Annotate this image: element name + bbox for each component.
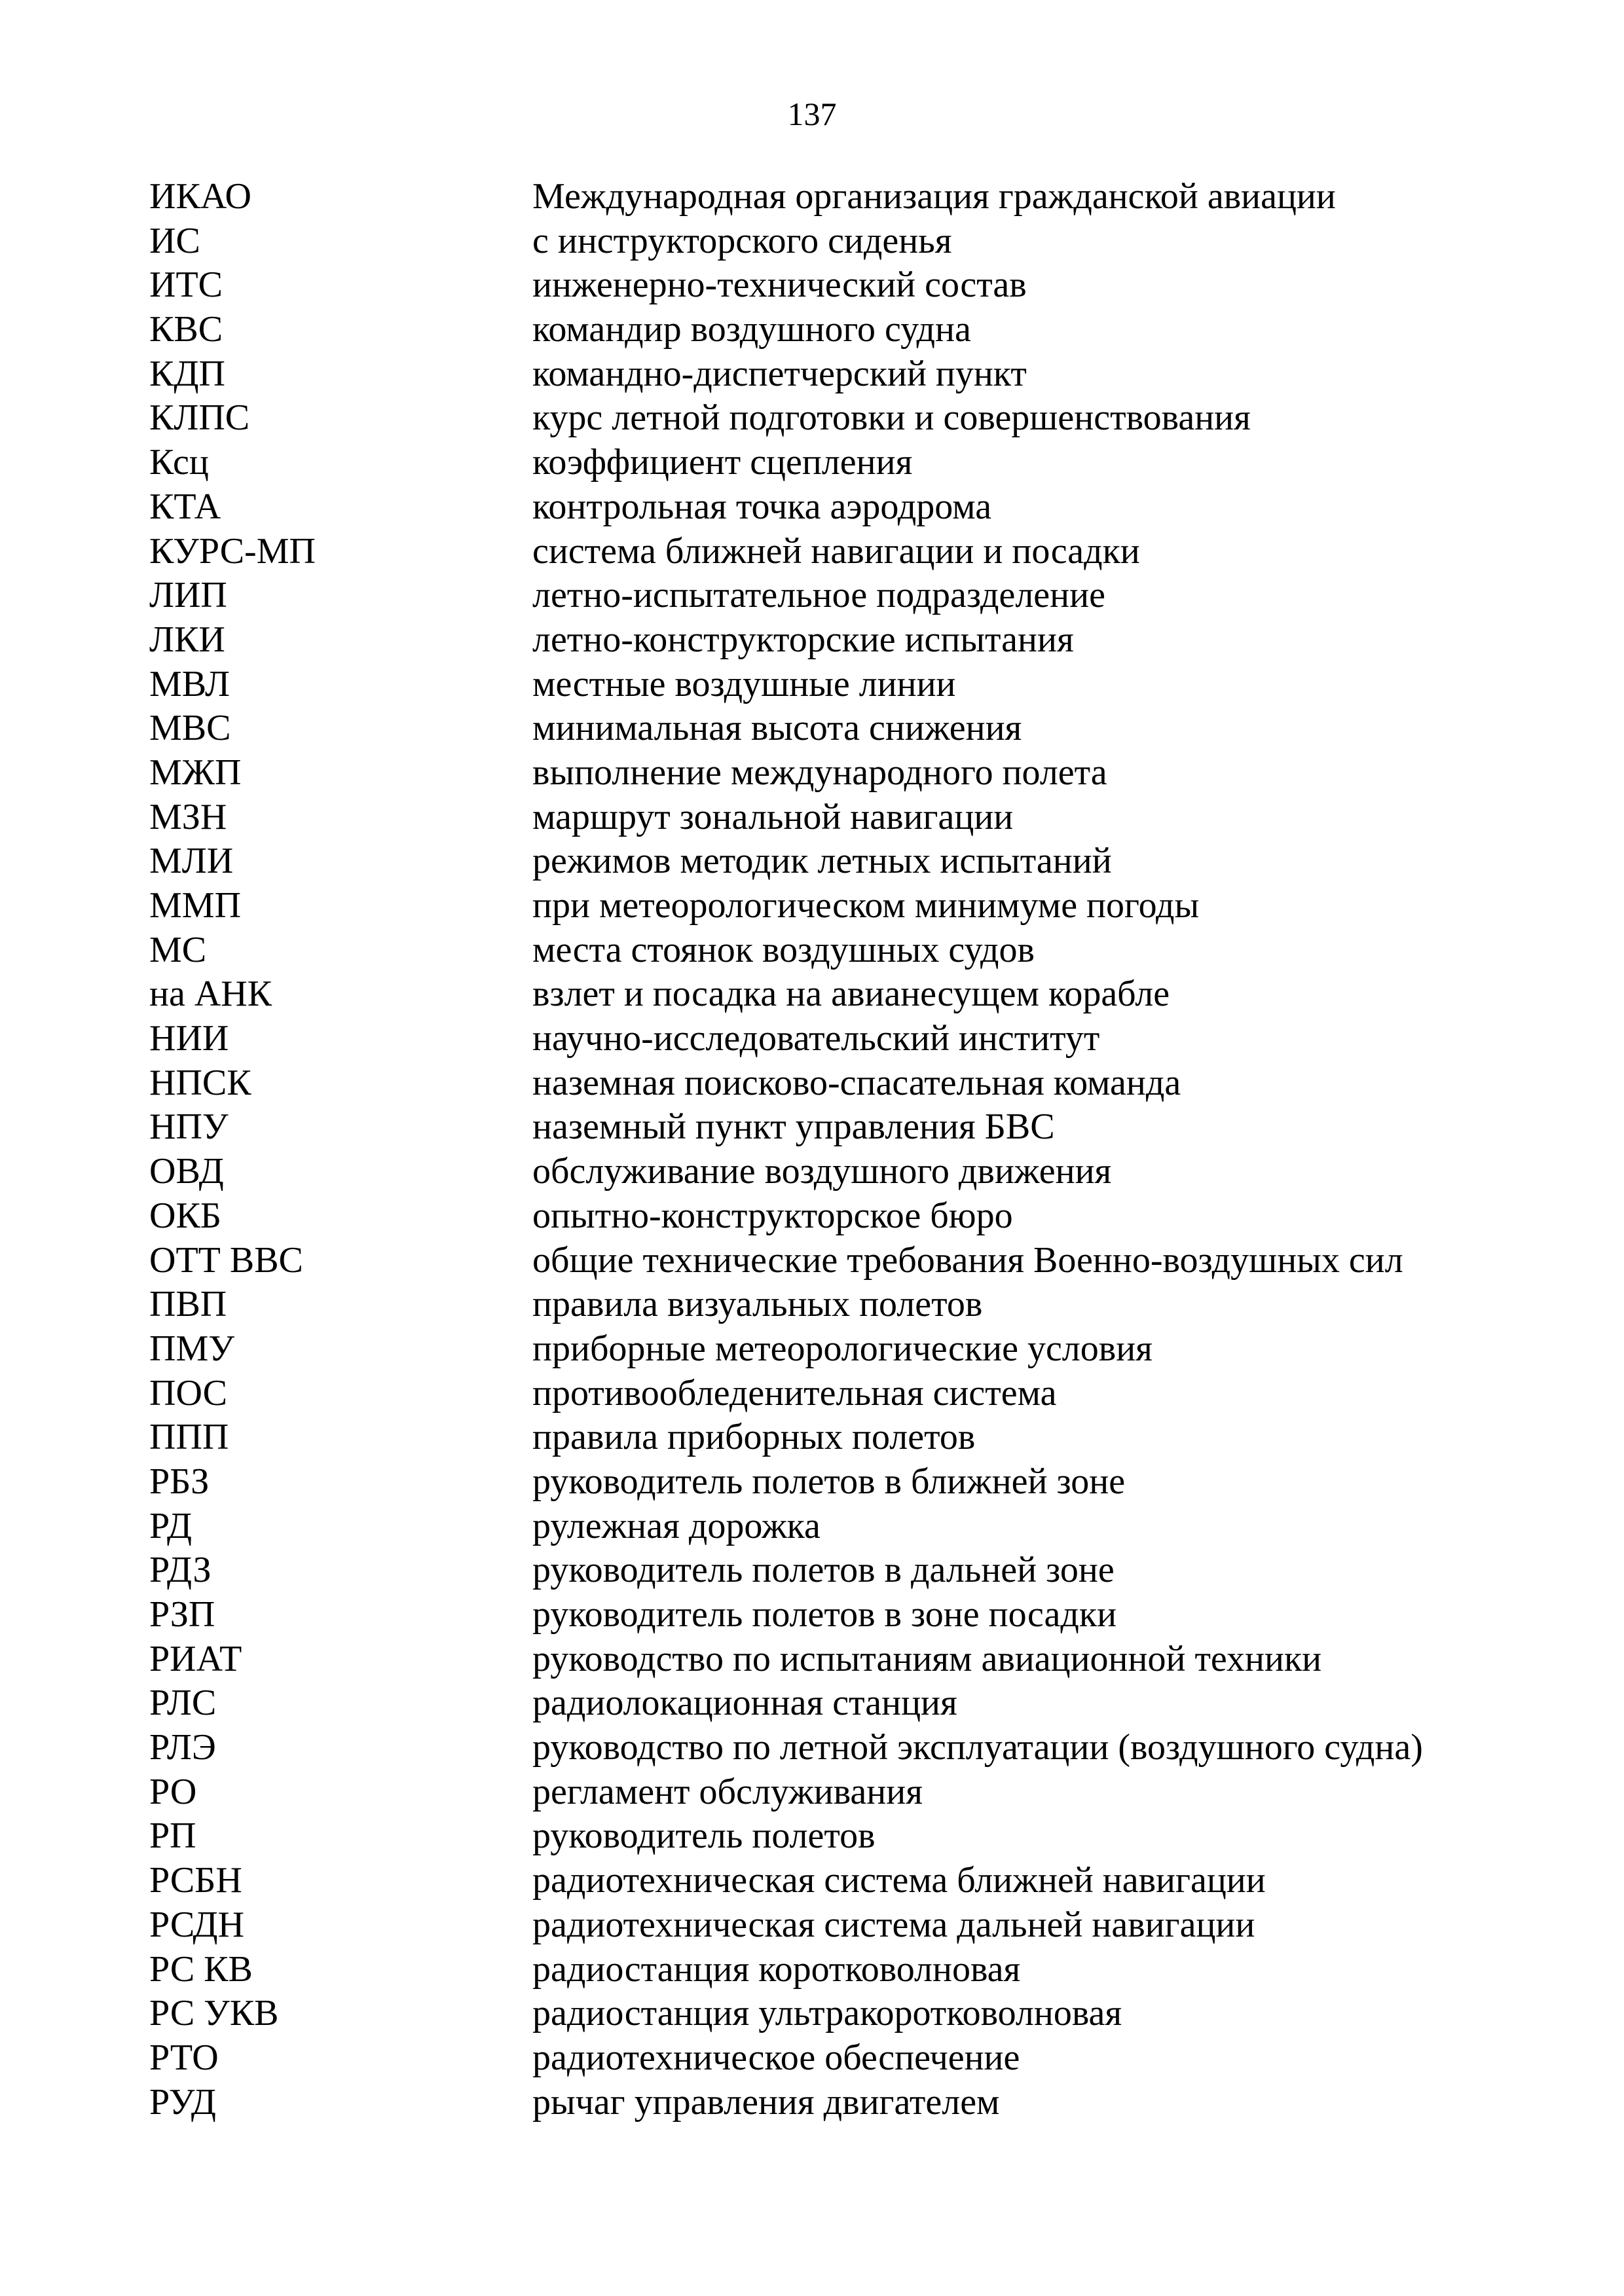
abbreviation-term: РДЗ	[149, 1550, 212, 1591]
abbreviation-definition: приборные метеорологические условия	[532, 1328, 1153, 1369]
abbreviation-row	[149, 1637, 1524, 1682]
abbreviation-row	[149, 839, 1524, 884]
abbreviation-row	[149, 263, 1524, 308]
abbreviation-term: ИС	[149, 220, 200, 261]
abbreviation-row	[149, 1814, 1524, 1859]
abbreviation-term: ОКБ	[149, 1195, 221, 1236]
abbreviation-definition: местные воздушные линии	[532, 663, 956, 704]
abbreviation-row	[149, 1283, 1524, 1327]
abbreviation-term: РС КВ	[149, 1948, 253, 1990]
abbreviation-row	[149, 1859, 1524, 1903]
abbreviation-term: РБЗ	[149, 1461, 210, 1502]
abbreviation-term: РИАТ	[149, 1638, 242, 1679]
abbreviation-definition: взлет и посадка на авианесущем корабле	[532, 974, 1170, 1015]
abbreviation-term: КДП	[149, 353, 225, 394]
abbreviation-row	[149, 1992, 1524, 2036]
abbreviation-term: РД	[149, 1505, 193, 1546]
abbreviation-term: КВС	[149, 309, 223, 350]
abbreviation-term: МС	[149, 929, 207, 970]
abbreviation-term: РТО	[149, 2037, 219, 2078]
abbreviation-row	[149, 1150, 1524, 1194]
abbreviation-row	[149, 972, 1524, 1017]
abbreviation-definition: руководитель полетов	[532, 1815, 876, 1857]
abbreviation-definition: научно-исследовательский институт	[532, 1018, 1100, 1059]
abbreviation-row	[149, 485, 1524, 530]
abbreviation-definition: выполнение международного полета	[532, 752, 1107, 793]
abbreviation-definition: режимов методик летных испытаний	[532, 841, 1112, 882]
abbreviation-term: НПСК	[149, 1062, 251, 1103]
abbreviation-term: НПУ	[149, 1106, 229, 1148]
abbreviation-definition: наземная поисково-спасательная команда	[532, 1062, 1181, 1103]
abbreviation-list	[149, 175, 1524, 2124]
abbreviation-row	[149, 175, 1524, 219]
abbreviation-definition: радиолокационная станция	[532, 1683, 957, 1724]
abbreviation-definition: рулежная дорожка	[532, 1505, 821, 1546]
abbreviation-definition: противообледенительная система	[532, 1372, 1057, 1413]
abbreviation-term: МЛИ	[149, 841, 234, 882]
abbreviation-row	[149, 928, 1524, 973]
abbreviation-row	[149, 352, 1524, 397]
abbreviation-row	[149, 1194, 1524, 1239]
abbreviation-definition: командно-диспетчерский пункт	[532, 353, 1027, 394]
abbreviation-row	[149, 1017, 1524, 1061]
abbreviation-term: РЛС	[149, 1683, 217, 1724]
abbreviation-definition: Международная организация гражданской авиации	[532, 176, 1336, 217]
abbreviation-definition: радиостанция ультракоротковолновая	[532, 1993, 1122, 2034]
abbreviation-term: ОТТ ВВС	[149, 1239, 303, 1281]
abbreviation-definition: летно-конструкторские испытания	[532, 619, 1074, 660]
abbreviation-term: Ксц	[149, 442, 209, 483]
abbreviation-row	[149, 618, 1524, 663]
abbreviation-definition: маршрут зональной навигации	[532, 796, 1014, 837]
abbreviation-term: КЛПС	[149, 397, 250, 439]
abbreviation-definition: правила приборных полетов	[532, 1417, 976, 1458]
abbreviation-definition: руководство по летной эксплуатации (воздушного судна)	[532, 1727, 1423, 1768]
abbreviation-term: РП	[149, 1815, 196, 1857]
abbreviation-row	[149, 219, 1524, 264]
abbreviation-term: ЛИП	[149, 575, 227, 616]
abbreviation-row	[149, 1770, 1524, 1815]
abbreviation-definition: руководитель полетов в дальней зоне	[532, 1550, 1115, 1591]
abbreviation-definition: руководитель полетов в зоне посадки	[532, 1594, 1117, 1635]
abbreviation-term: ИТС	[149, 264, 223, 306]
abbreviation-row	[149, 751, 1524, 795]
abbreviation-term: РСБН	[149, 1860, 242, 1901]
abbreviation-row	[149, 1504, 1524, 1549]
abbreviation-term: РЗП	[149, 1594, 215, 1635]
abbreviation-term: ПОС	[149, 1372, 227, 1413]
abbreviation-row	[149, 663, 1524, 707]
abbreviation-definition: радиотехническая система дальней навигации	[532, 1904, 1255, 1945]
abbreviation-term: РЛЭ	[149, 1727, 216, 1768]
abbreviation-definition: рычаг управления двигателем	[532, 2081, 1000, 2123]
abbreviation-definition: общие технические требования Военно-воздушных сил	[532, 1239, 1403, 1281]
abbreviation-definition: система ближней навигации и посадки	[532, 530, 1140, 572]
abbreviation-definition: курс летной подготовки и совершенствования	[532, 397, 1251, 439]
abbreviation-term: РО	[149, 1771, 197, 1812]
abbreviation-row	[149, 1327, 1524, 1372]
abbreviation-term: МЖП	[149, 752, 242, 793]
abbreviation-row	[149, 396, 1524, 441]
abbreviation-row	[149, 1948, 1524, 1992]
abbreviation-definition: наземный пункт управления БВС	[532, 1106, 1055, 1148]
abbreviation-term: НИИ	[149, 1018, 229, 1059]
abbreviation-row	[149, 795, 1524, 840]
abbreviation-term: ППП	[149, 1417, 229, 1458]
abbreviation-definition: правила визуальных полетов	[532, 1284, 983, 1325]
abbreviation-term: ОВД	[149, 1151, 224, 1192]
abbreviation-term: РС УКВ	[149, 1993, 279, 2034]
abbreviation-term: РСДН	[149, 1904, 245, 1945]
abbreviation-row	[149, 1681, 1524, 1726]
abbreviation-term: МВС	[149, 708, 231, 749]
abbreviation-row	[149, 1593, 1524, 1637]
abbreviation-row	[149, 1372, 1524, 1416]
abbreviation-definition: опытно-конструкторское бюро	[532, 1195, 1013, 1236]
abbreviation-definition: при метеорологическом минимуме погоды	[532, 885, 1200, 926]
abbreviation-term: на АНК	[149, 974, 272, 1015]
abbreviation-definition: контрольная точка аэродрома	[532, 486, 992, 527]
abbreviation-row	[149, 1726, 1524, 1770]
abbreviation-definition: летно-испытательное подразделение	[532, 575, 1105, 616]
abbreviation-row	[149, 1061, 1524, 1106]
abbreviation-term: КУРС-МП	[149, 530, 316, 572]
abbreviation-term: МВЛ	[149, 663, 230, 704]
abbreviation-row	[149, 706, 1524, 751]
abbreviation-definition: регламент обслуживания	[532, 1771, 923, 1812]
abbreviation-term: ПВП	[149, 1284, 227, 1325]
abbreviation-row	[149, 1460, 1524, 1504]
abbreviation-row	[149, 884, 1524, 928]
abbreviation-definition: инженерно-технический состав	[532, 264, 1027, 306]
abbreviation-definition: обслуживание воздушного движения	[532, 1151, 1112, 1192]
abbreviation-row	[149, 441, 1524, 485]
abbreviation-term: РУД	[149, 2081, 216, 2123]
abbreviation-term: МЗН	[149, 796, 227, 837]
abbreviation-definition: радиотехническое обеспечение	[532, 2037, 1020, 2078]
abbreviation-row	[149, 1548, 1524, 1593]
abbreviation-row	[149, 1239, 1524, 1283]
abbreviation-definition: места стоянок воздушных судов	[532, 929, 1035, 970]
abbreviation-term: ЛКИ	[149, 619, 225, 660]
abbreviation-term: КТА	[149, 486, 221, 527]
abbreviation-row	[149, 1105, 1524, 1150]
abbreviation-definition: руководство по испытаниям авиационной техники	[532, 1638, 1322, 1679]
abbreviation-definition: руководитель полетов в ближней зоне	[532, 1461, 1126, 1502]
abbreviation-term: ММП	[149, 885, 242, 926]
abbreviation-row	[149, 2036, 1524, 2081]
abbreviation-row	[149, 574, 1524, 618]
abbreviation-definition: командир воздушного судна	[532, 309, 971, 350]
abbreviation-definition: с инструкторского сиденья	[532, 220, 952, 261]
abbreviation-row	[149, 308, 1524, 352]
abbreviation-row	[149, 530, 1524, 574]
page-number: 137	[787, 96, 837, 132]
abbreviation-definition: минимальная высота снижения	[532, 708, 1022, 749]
abbreviation-definition: коэффициент сцепления	[532, 442, 913, 483]
abbreviation-definition: радиостанция коротковолновая	[532, 1948, 1021, 1990]
abbreviation-term: ИКАО	[149, 176, 251, 217]
abbreviation-term: ПМУ	[149, 1328, 234, 1369]
abbreviation-row	[149, 1415, 1524, 1460]
abbreviation-row	[149, 2081, 1524, 2125]
abbreviation-row	[149, 1903, 1524, 1948]
abbreviation-definition: радиотехническая система ближней навигации	[532, 1860, 1266, 1901]
